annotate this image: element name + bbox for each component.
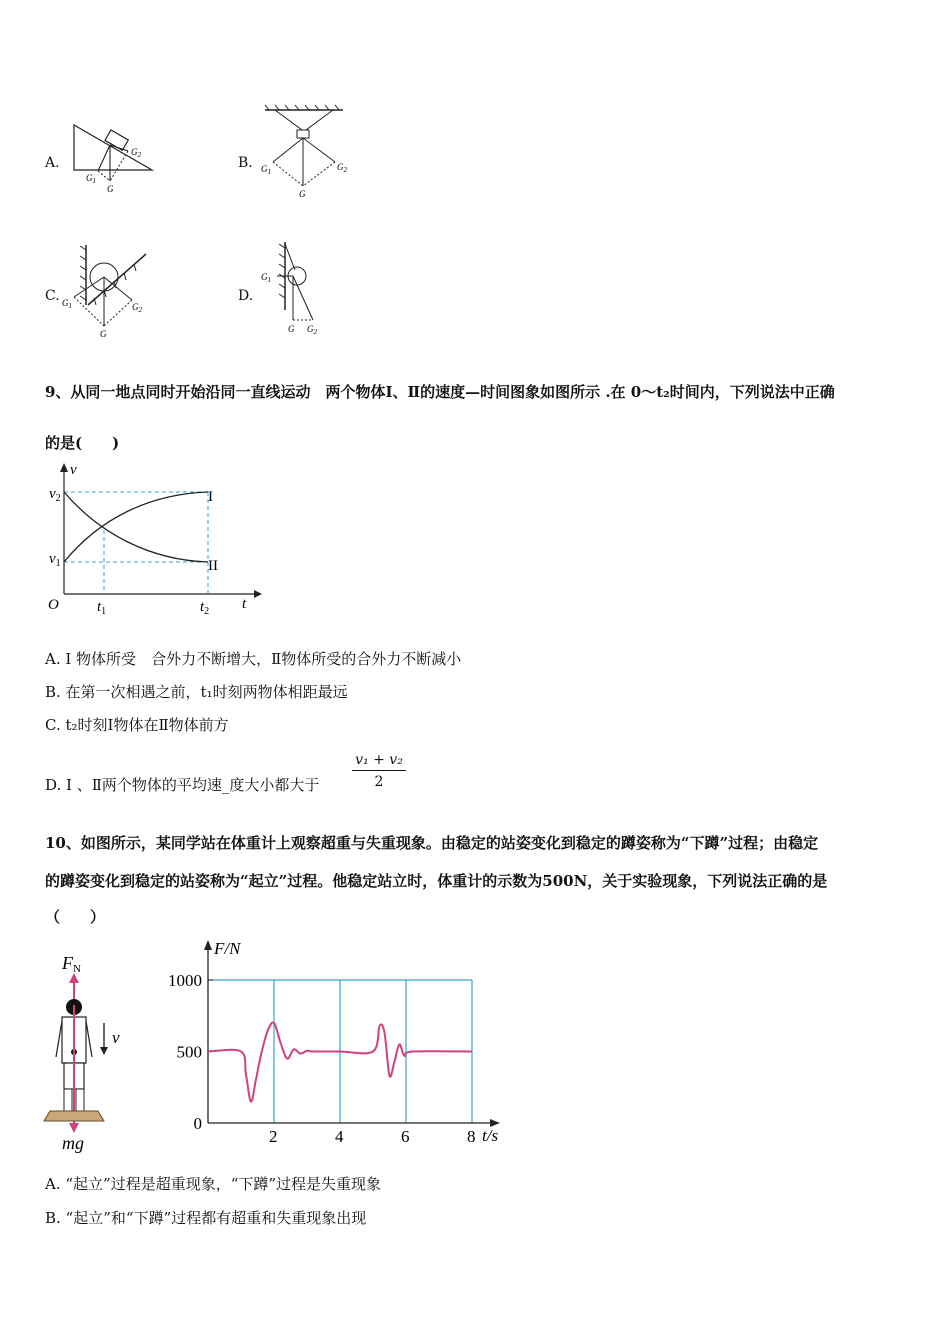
- y-tick-label: 500: [176, 1042, 202, 1062]
- v-axis-label: v: [70, 462, 77, 478]
- figure-b-hanging: [255, 100, 355, 200]
- option-a-label: A.: [45, 155, 60, 171]
- curve-1: [64, 492, 208, 562]
- svg-text:G: G: [299, 189, 306, 199]
- svg-text:G2: $G_2$: [132, 302, 142, 314]
- option-d-label: D.: [238, 288, 254, 304]
- v2-label: $v_2$: [49, 486, 61, 504]
- force-time-chart: [160, 938, 520, 1148]
- svg-text:G: G: [100, 329, 107, 339]
- t1-label: $t_1$: [97, 599, 107, 617]
- y-axis-label: F/N: [214, 939, 241, 958]
- q9-option-d-fraction: [352, 752, 406, 790]
- g-label: G: [107, 184, 114, 194]
- svg-text:G2: $G_2$: [307, 324, 317, 336]
- figure-d-ball-wall: [255, 240, 345, 340]
- svg-text:G1: $G_1$: [261, 164, 271, 176]
- t2-label: $t_2$: [200, 599, 210, 617]
- mg-label: mg: [62, 1133, 84, 1153]
- x-tick-label: 6: [401, 1127, 410, 1146]
- option-b-label: B.: [238, 155, 253, 171]
- y-axis-arrow: [204, 940, 212, 950]
- fn-label: FN: [62, 953, 81, 975]
- svg-text:G1: $G_1$: [261, 272, 271, 284]
- y-tick-label: 0: [193, 1114, 202, 1133]
- q9-option-c: C. t₂时刻Ⅰ物体在Ⅱ物体前方: [45, 716, 229, 734]
- x-tick-label: 2: [269, 1127, 278, 1146]
- curve-1-label: I: [208, 489, 213, 505]
- q9-vt-graph: [40, 458, 270, 618]
- svg-text:G: G: [288, 324, 295, 334]
- x-axis-label: t/s: [482, 1126, 499, 1145]
- q10-stem-line2: 的蹲姿变化到稳定的站姿称为“起立”过程。他稳定站立时，体重计的示数为500N，关于实验现象，下列说法正确的是: [45, 872, 828, 890]
- q10-stem-line3: （ ）: [45, 908, 106, 926]
- g2-label: $G_2$: [131, 147, 141, 159]
- g1-label: $G_1$: [86, 173, 96, 185]
- x-tick-label: 8: [467, 1127, 476, 1146]
- x-tick-label: 4: [335, 1127, 344, 1146]
- curve-2: [64, 492, 208, 562]
- q9-option-a: A. Ⅰ 物体所受 合外力不断增大，Ⅱ物体所受的合外力不断减小: [45, 650, 462, 668]
- q10-option-a: A. “起立”过程是超重现象，“下蹲”过程是失重现象: [45, 1175, 382, 1193]
- q9-option-b: B. 在第一次相遇之前，t₁时刻两物体相距最远: [45, 683, 348, 701]
- svg-text:G1: $G_1$: [62, 298, 72, 310]
- v1-label: $v_1$: [49, 551, 61, 569]
- q10-stem-line1: 10、如图所示，某同学站在体重计上观察超重与失重现象。由稳定的站姿变化到稳定的蹲姿称为“下蹲”过程；由稳定: [45, 834, 819, 852]
- q9-option-d: D. Ⅰ 、Ⅱ两个物体的平均速_度大小都大于: [45, 776, 320, 794]
- y-tick-label: 1000: [168, 971, 202, 990]
- figure-c-ball-wedge: [60, 240, 160, 340]
- figure-a-incline: [60, 115, 170, 200]
- person-on-scale-figure: [42, 945, 142, 1155]
- fraction-numerator: v₁ + v₂: [352, 752, 406, 771]
- velocity-label: v: [112, 1028, 120, 1047]
- q10-option-b: B. “起立”和“下蹲”过程都有超重和失重现象出现: [45, 1209, 367, 1227]
- q9-stem-line2: 的是( ): [45, 434, 120, 452]
- option-c-label: C.: [45, 288, 60, 304]
- q9-stem-line1: 9、从同一地点同时开始沿同一直线运动 两个物体Ⅰ、Ⅱ的速度—时间图象如图所示 .在 0～t₂时间内，下列说法中正确: [45, 383, 835, 401]
- svg-text:G2: $G_2$: [337, 162, 347, 174]
- fraction-denominator: 2: [374, 774, 384, 790]
- t-axis-label: t: [242, 596, 247, 612]
- curve-2-label: II: [208, 558, 218, 574]
- origin-label: O: [48, 597, 59, 613]
